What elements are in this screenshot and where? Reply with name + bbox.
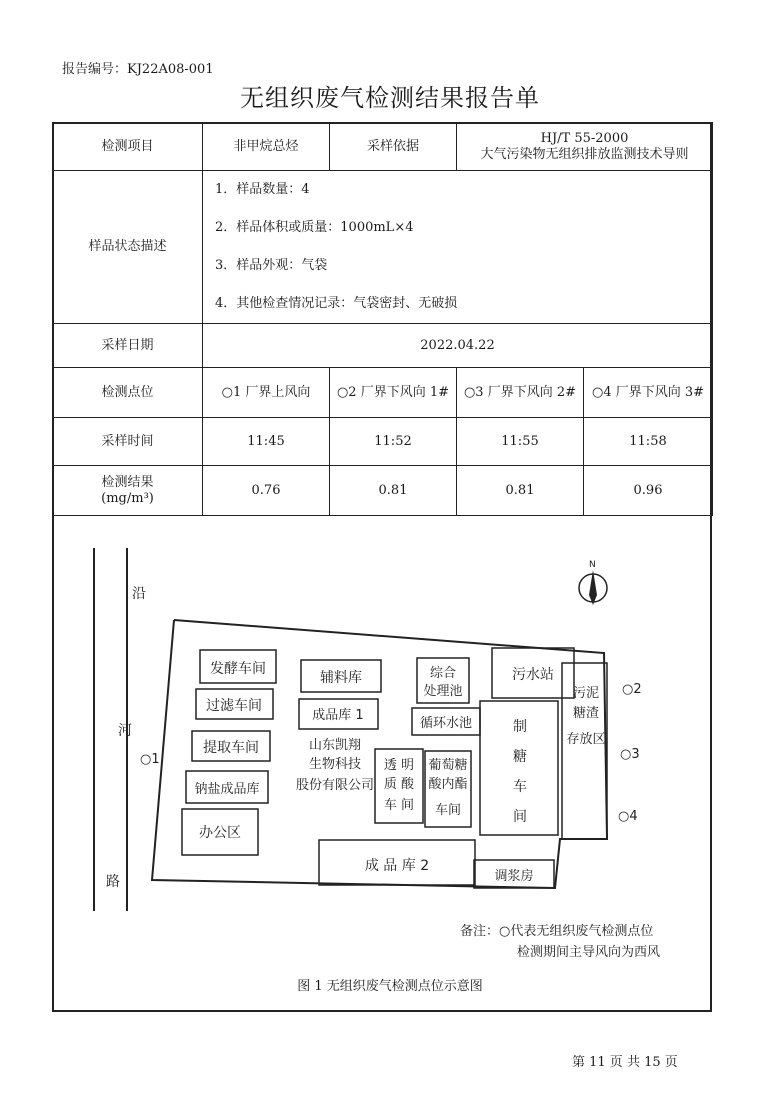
- point-cell: ○1 厂界上风向: [203, 368, 330, 418]
- point-cell: ○4 厂界下风向 3#: [584, 368, 713, 418]
- result-unit: (mg/m³): [101, 490, 154, 506]
- site-diagram: [52, 503, 712, 1012]
- time-cell: 11:45: [203, 418, 330, 466]
- monitoring-point-label: ○1: [140, 752, 160, 767]
- sample-line: 1．样品数量：4: [215, 182, 310, 197]
- time-cell: 11:52: [330, 418, 457, 466]
- figure-caption: 图 1 无组织废气检测点位示意图: [297, 979, 483, 994]
- label-company: 山东凯翔: [308, 738, 362, 753]
- result-cell: 0.81: [457, 466, 584, 516]
- point-cell: ○2 厂界下风向 1#: [330, 368, 457, 418]
- north-label: N: [589, 560, 596, 570]
- label-wuni: 糖渣: [572, 706, 600, 721]
- item-label: 检测项目: [53, 123, 203, 171]
- date-value: 2022.04.22: [203, 324, 713, 368]
- label-zhitang: 车: [513, 779, 527, 795]
- basis-name: 大气污染物无组织排放监测技术导则: [480, 146, 689, 162]
- label-wushui: 污水站: [512, 667, 554, 683]
- sample-line: 3．样品外观：气袋: [215, 258, 328, 273]
- result-cell: 0.96: [584, 466, 713, 516]
- label-nayan: 钠盐成品库: [194, 782, 260, 797]
- sample-line: 2．样品体积或质量：1000mL×4: [215, 220, 414, 235]
- label-zhitang: 糖: [513, 749, 527, 765]
- basis-label: 采样依据: [330, 123, 457, 171]
- label-zhitang: 间: [513, 809, 527, 825]
- label-putao: 葡萄糖: [428, 758, 468, 773]
- label-fajiao: 发酵车间: [210, 661, 266, 677]
- note-line-1: 备注：○代表无组织废气检测点位: [460, 924, 654, 939]
- label-touming: 透 明: [383, 758, 415, 773]
- report-number: 报告编号：KJ22A08-001: [62, 62, 214, 77]
- label-putao: 车间: [434, 803, 462, 818]
- label-chengpin1: 成品库 1: [312, 708, 364, 723]
- north-arrow-icon: [579, 560, 607, 605]
- label-fuliao: 辅料库: [320, 670, 362, 686]
- label-zhitang: 制: [513, 719, 527, 735]
- date-label: 采样日期: [53, 324, 203, 368]
- time-cell: 11:58: [584, 418, 713, 466]
- label-putao: 酸内酯: [428, 777, 468, 792]
- label-touming: 车 间: [383, 798, 415, 813]
- label-tiaojiang: 调浆房: [494, 869, 534, 884]
- result-label-text: 检测结果: [101, 474, 154, 490]
- basis-code: HJ/T 55-2000: [540, 130, 629, 146]
- label-guolv: 过滤车间: [206, 698, 262, 714]
- road-char: 沿: [132, 586, 146, 602]
- label-zonghe: 处理池: [423, 684, 463, 699]
- time-label: 采样时间: [53, 418, 203, 466]
- label-company: 股份有限公司: [295, 778, 375, 793]
- note-line-2: 检测期间主导风向为西风: [517, 945, 661, 960]
- label-tiqu: 提取车间: [203, 740, 259, 756]
- points-label: 检测点位: [53, 368, 203, 418]
- document-title: 无组织废气检测结果报告单: [240, 84, 540, 112]
- road-char: 河: [118, 723, 132, 739]
- label-wuni: 存放区: [566, 732, 606, 747]
- label-chengpin2: 成 品 库 2: [364, 858, 430, 874]
- page-number: 第 11 页 共 15 页: [572, 1055, 678, 1070]
- result-cell: 0.81: [330, 466, 457, 516]
- road-char: 路: [106, 874, 120, 890]
- label-bangong: 办公区: [199, 825, 241, 841]
- sample-line: 4．其他检查情况记录：气袋密封、无破损: [215, 296, 458, 311]
- monitoring-point-label: ○4: [618, 809, 638, 824]
- site-map-svg: [52, 503, 712, 1012]
- label-wuni: 污泥: [572, 686, 600, 701]
- label-company: 生物科技: [308, 757, 362, 772]
- monitoring-point-label: ○3: [620, 747, 640, 762]
- label-touming: 质 酸: [383, 777, 415, 792]
- monitoring-point-label: ○2: [622, 682, 642, 697]
- label-xunhuan: 循环水池: [419, 716, 473, 731]
- time-cell: 11:55: [457, 418, 584, 466]
- sample-label: 样品状态描述: [53, 171, 203, 324]
- item-value: 非甲烷总烃: [203, 123, 330, 171]
- result-cell: 0.76: [203, 466, 330, 516]
- label-zonghe: 综合: [429, 666, 457, 681]
- point-cell: ○3 厂界下风向 2#: [457, 368, 584, 418]
